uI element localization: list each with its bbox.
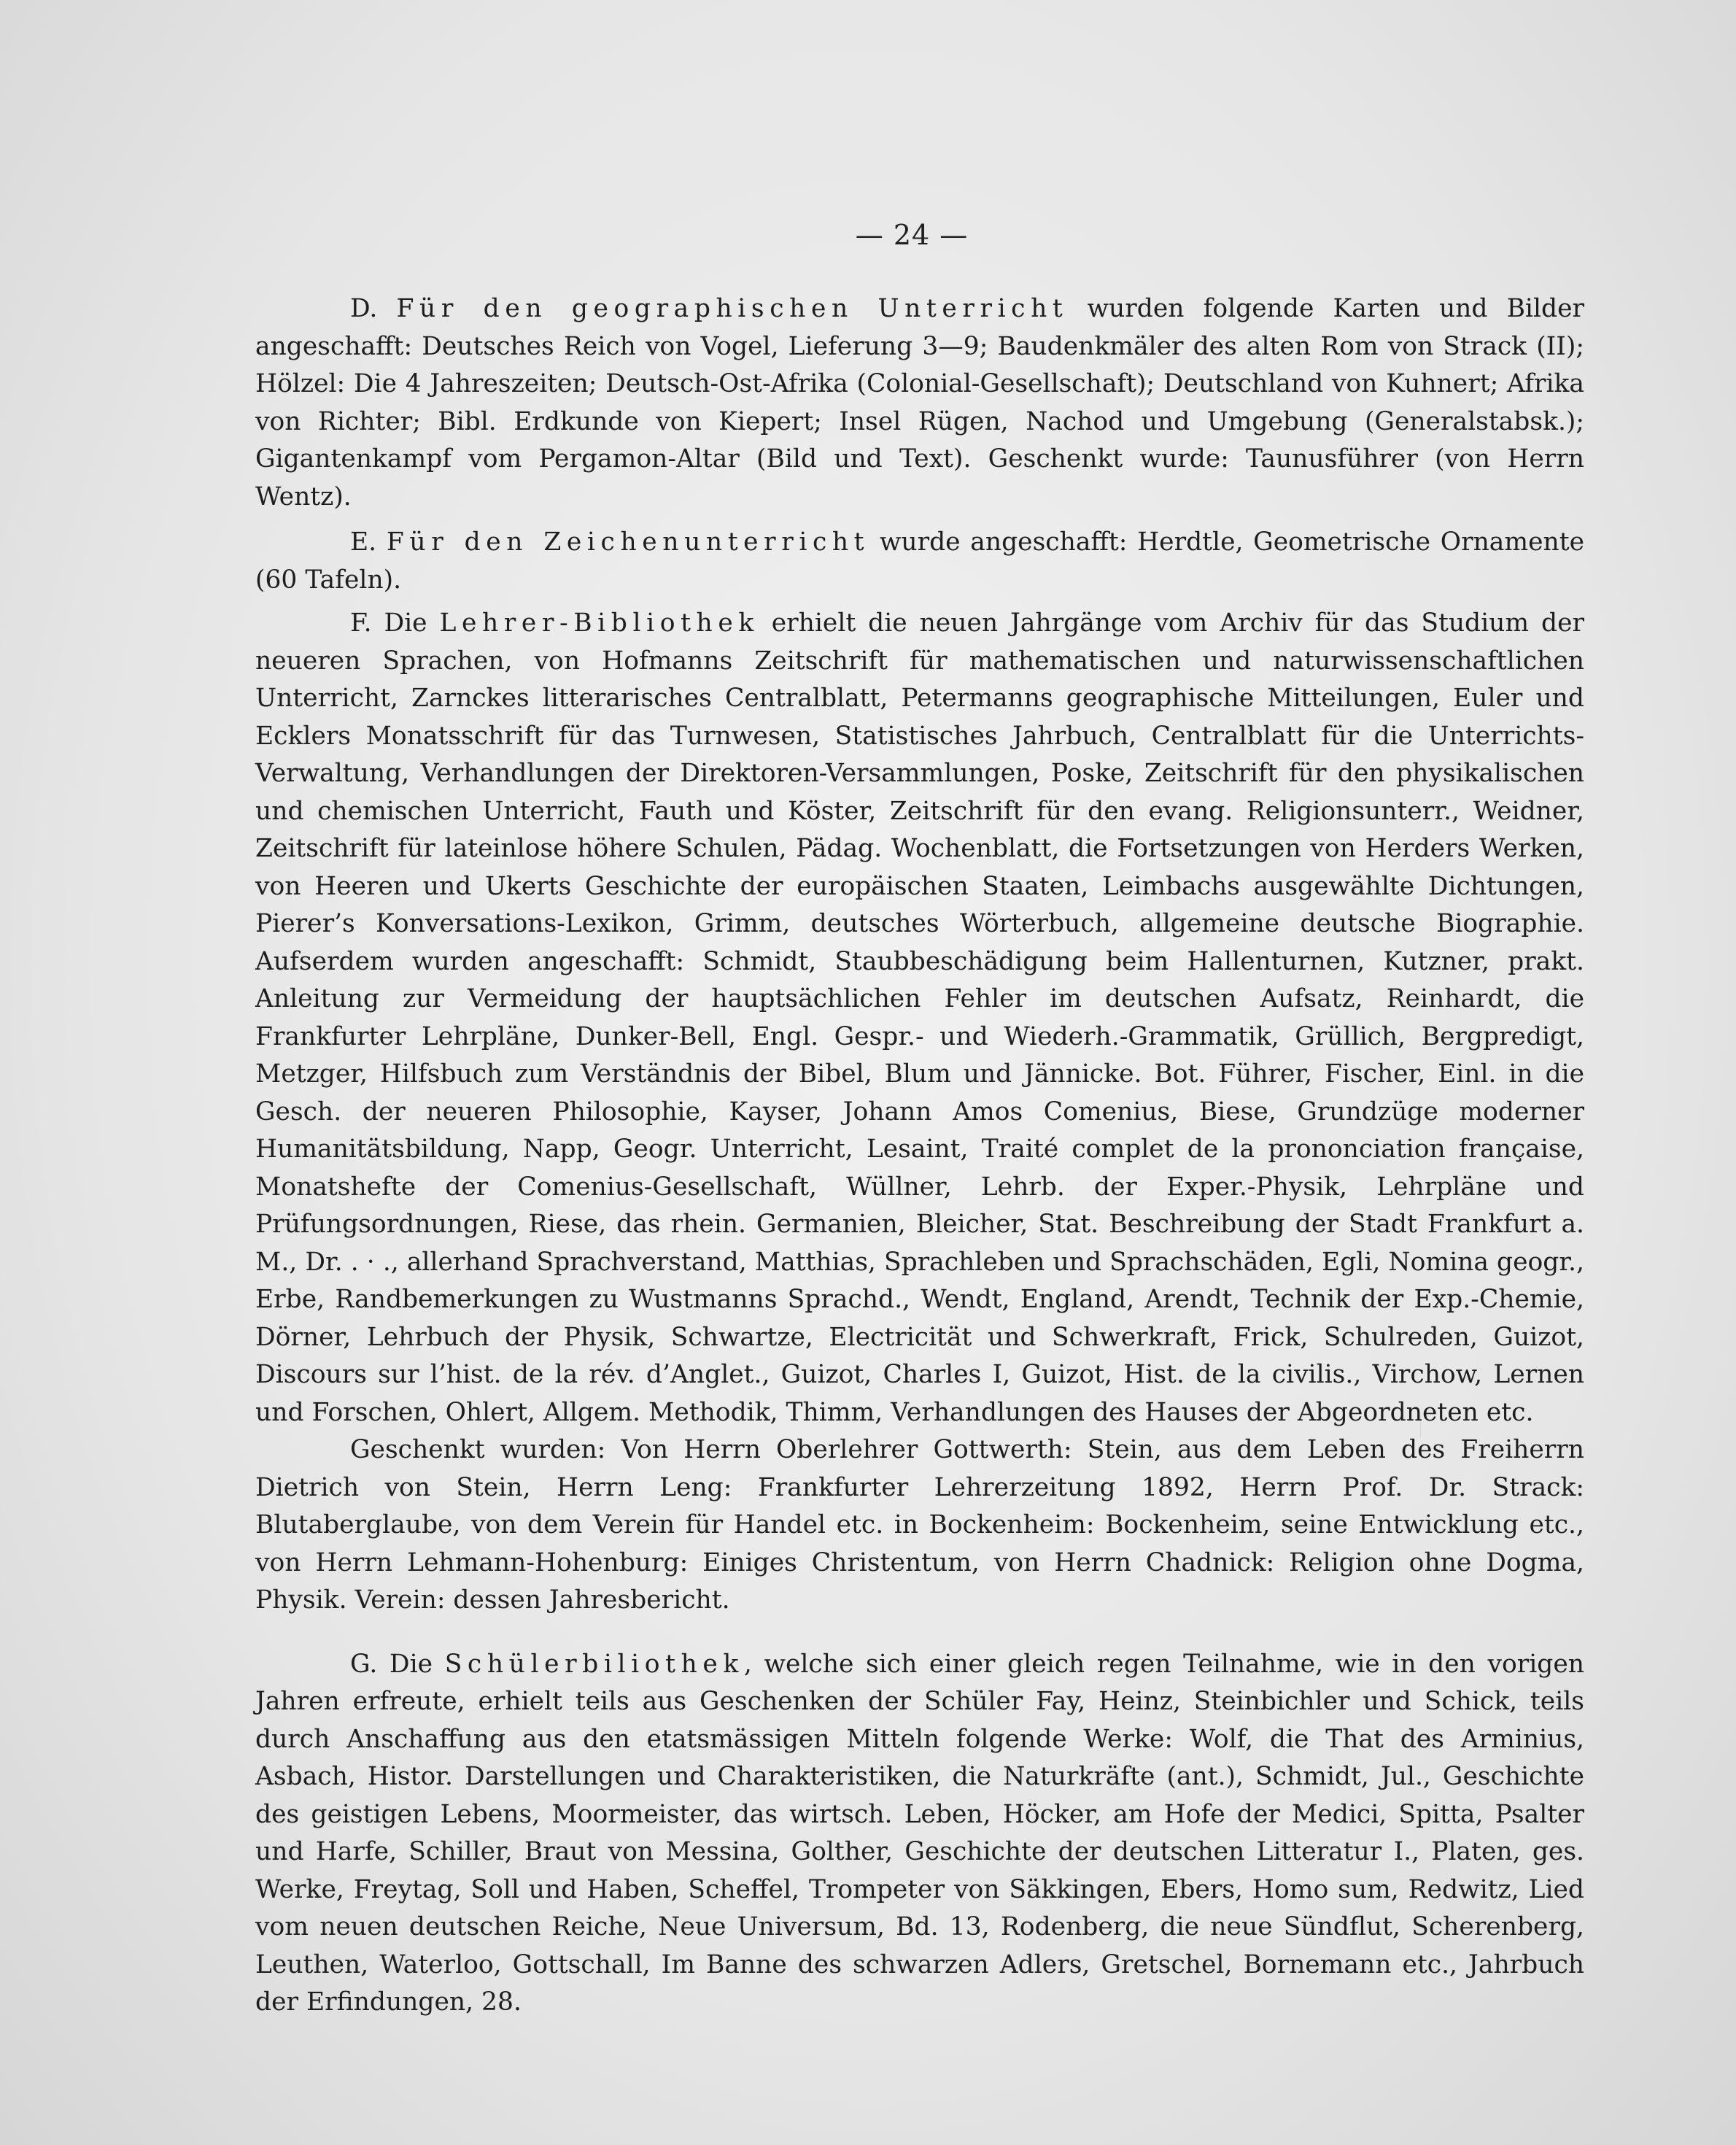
section-e-heading: Für den Zeichenunterricht (386, 527, 870, 557)
gift-paragraph (255, 1431, 1584, 1620)
section-g-text: , welche sich einer gleich regen Teilnahme, wie in den vorigen Jahren erfreute, erhielt teils aus Geschenken der Schüler Fay, Heinz, Steinbichler und Schick, teils durch Anschaffung aus den etatsmässigen Mitteln folgende Werke: Wolf, die That des Arminius, Asbach, Histor. Darstellungen und Charakteristiken, die Naturkräfte (ant.), Schmidt, Jul., Geschichte des geistigen Lebens, Moormeister, das wirtsch. Leben, Höcker, am Hofe der Medici, Spitta, Psalter und Harfe, Schiller, Braut von Messina, Golther, Geschichte der deutschen Litteratur I., Platen, ges. Werke, Freytag, Soll und Haben, Scheffel, Trompeter von Säkkingen, Ebers, Homo sum, Redwitz, Lied vom neuen deutschen Reiche, Neue Universum, Bd. 13, Rodenberg, die neue Sündflut, Scherenberg, Leuthen, Waterloo, Gottschall, Im Banne des schwarzen Adlers, Gretschel, Bornemann etc., Jahrbuch der Erfindungen, 28. (255, 1649, 1585, 2017)
section-g-paragraph (255, 1646, 1584, 2022)
section-e-text: wurde angeschafft: Herdtle, Geometrische Ornamente (60 Tafeln). (255, 527, 1584, 595)
section-g-heading: Schülerbiliothek (444, 1649, 744, 1679)
section-d-label: D. (350, 294, 378, 323)
section-f-text: erhielt die neuen Jahrgänge vom Archiv für das Studium der neueren Sprachen, von Hofmanns Zeitschrift für mathematischen und naturwissenschaftlichen Unterricht, Zarnckes litterarisches Centralblatt, Petermanns geographische Mitteilungen, Euler und Ecklers Monatsschrift für das Turnwesen, Statistisches Jahrbuch, Centralblatt für die Unterrichts-Verwaltung, Verhandlungen der Direktoren-Versammlungen, Poske, Zeitschrift für den physikalischen und chemischen Unterricht, Fauth und Köster, Zeitschrift für den evang. Religionsunterr., Weidner, Zeitschrift für lateinlose höhere Schulen, Pädag. Wochenblatt, die Fortsetzungen von Herders Werken, von Heeren und Ukerts Geschichte der europäischen Staaten, Leimbachs ausgewählte Dichtungen, Pierer’s Konversations-Lexikon, Grimm, deutsches Wörterbuch, allgemeine deutsche Biographie. Aufserdem wurden angeschafft: Schmidt, Staubbeschädigung beim Hallenturnen, Kutzner, prakt. Anleitung zur Vermeidung der hauptsächlichen Fehler im deutschen Aufsatz, Reinhardt, die Frankfurter Lehrpläne, Dunker-Bell, Engl. Gespr.- und Wiederh.-Grammatik, Grüllich, Bergpredigt, Metzger, Hilfsbuch zum Verständnis der Bibel, Blum und Jännicke. Bot. Führer, Fischer, Einl. in die Gesch. der neueren Philosophie, Kayser, Johann Amos Comenius, Biese, Grundzüge moderner Humanitätsbildung, Napp, Geogr. Unterricht, Lesaint, Traité complet de la prononciation française, Monatshefte der Comenius-Gesellschaft, Wüllner, Lehrb. der Exper.-Physik, Lehrpläne und Prüfungsordnungen, Riese, das rhein. Germanien, Bleicher, Stat. Beschreibung der Stadt Frankfurt a. M., Dr. . · ., allerhand Sprachverstand, Matthias, Sprachleben und Sprachschäden, Egli, Nomina geogr., Erbe, Randbemerkungen zu Wustmanns Sprachd., Wendt, England, Arendt, Technik der Exp.-Chemie, Dörner, Lehrbuch der Physik, Schwartze, Electricität und Schwerkraft, Frick, Schulreden, Guizot, Discours sur l’hist. de la rév. d’Anglet., Guizot, Charles I, Guizot, Hist. de la civilis., Virchow, Lernen und Forschen, Ohlert, Allgem. Methodik, Thimm, Verhandlungen des Hauses der Abgeordneten etc. (255, 608, 1585, 1427)
section-e-paragraph (255, 524, 1584, 599)
section-d-text: wurden folgende Karten und Bilder angeschafft: Deutsches Reich von Vogel, Lieferung 3—9; Baudenkmäler des alten Rom von Strack (II); Hölzel: Die 4 Jahreszeiten; Deutsch-Ost-Afrika (Colonial-Gesellschaft); Deutschland von Kuhnert; Afrika von Richter; Bibl. Erdkunde von Kiepert; Insel Rügen, Nachod und Umgebung (Generalstabsk.); Gigantenkampf vom Pergamon-Altar (Bild und Text). Geschenkt wurde: Taunusführer (von Herrn Wentz). (255, 294, 1584, 511)
scan-artifact (1420, 1412, 1430, 1438)
page-number: — 24 — (855, 219, 969, 251)
section-g-label: G. Die (350, 1649, 433, 1679)
section-f-paragraph (255, 605, 1584, 1431)
section-f-heading: Lehrer-Bibliothek (439, 608, 759, 638)
gift-text: Geschenkt wurden: Von Herrn Oberlehrer Gottwerth: Stein, aus dem Leben des Freiherrn Dietrich von Stein, Herrn Leng: Frankfurter Lehrerzeitung 1892, Herrn Prof. Dr. Strack: Blutaberglaube, von dem Verein für Handel etc. in Bockenheim: Bockenheim, seine Entwicklung etc., von Herrn Lehmann-Hohenburg: Einiges Christentum, von Herrn Chadnick: Religion ohne Dogma, Physik. Verein: dessen Jahresbericht. (255, 1435, 1584, 1615)
section-e-label: E. (350, 527, 377, 557)
section-d-heading: Für den geographischen Unterricht (396, 294, 1069, 323)
section-f-label: F. Die (350, 608, 427, 638)
section-d-paragraph (255, 290, 1584, 516)
document-body (255, 290, 1584, 2022)
